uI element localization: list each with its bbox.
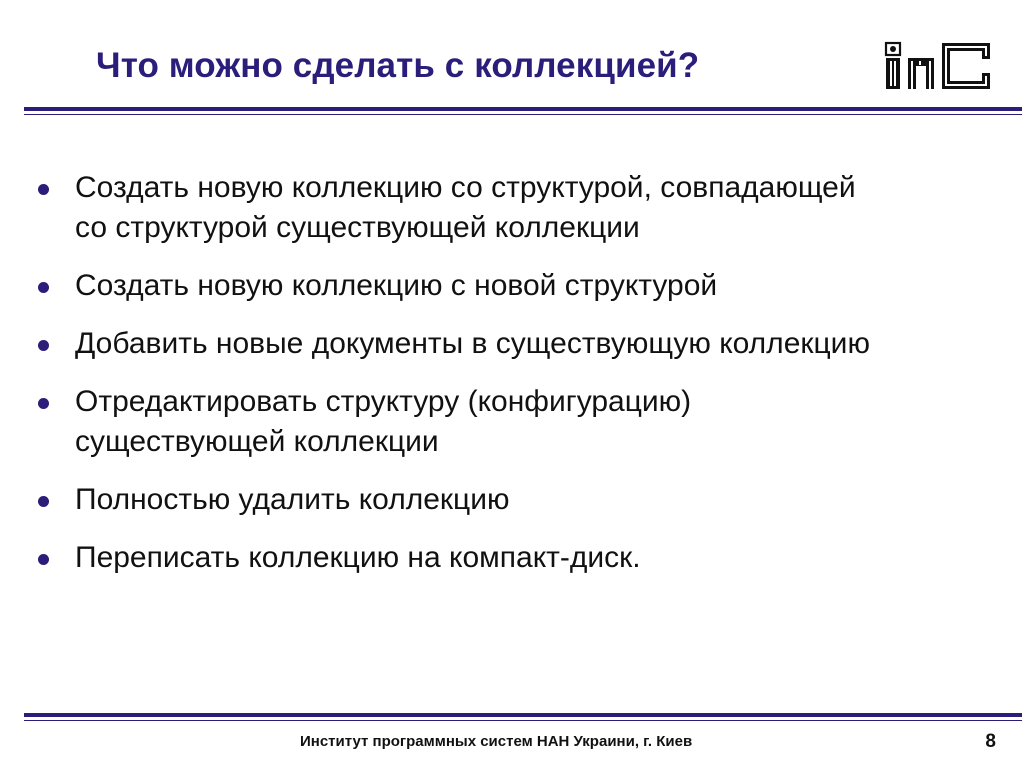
list-item	[38, 538, 998, 578]
bullet-text-line: со структурой существующей коллекции	[75, 211, 640, 244]
footer-divider-thin	[24, 720, 1022, 721]
footer-institute: Институт программных систем НАН Украини, г. Киев	[300, 733, 693, 750]
header-divider-thin	[24, 114, 1022, 115]
bullet-text-line: существующей коллекции	[75, 425, 439, 458]
bullet-icon	[38, 554, 49, 565]
header-divider	[24, 107, 1022, 111]
list-item	[38, 324, 998, 364]
list-item	[38, 480, 998, 520]
bullet-text-line: Полностью удалить коллекцию	[75, 483, 510, 516]
list-item	[38, 266, 998, 306]
page-number: 8	[985, 731, 996, 752]
list-item	[38, 382, 998, 462]
bullet-icon	[38, 398, 49, 409]
bullet-text-line: Переписать коллекцию на компакт-диск.	[75, 541, 641, 574]
footer-divider	[24, 713, 1022, 717]
list-item	[38, 168, 998, 248]
bullet-icon	[38, 340, 49, 351]
bullet-icon	[38, 496, 49, 507]
bullet-text-line: Создать новую коллекцию со структурой, совпадающей	[75, 171, 856, 204]
slide-title: Что можно сделать с коллекцией?	[96, 46, 700, 85]
bullet-text-line: Добавить новые документы в существующую коллекцию	[75, 327, 870, 360]
inc-logo-icon	[882, 40, 994, 92]
bullet-text-line: Отредактировать структуру (конфигурацию)	[75, 385, 692, 418]
bullet-list	[38, 168, 998, 596]
bullet-text-line: Создать новую коллекцию с новой структурой	[75, 269, 718, 302]
bullet-icon	[38, 184, 49, 195]
bullet-icon	[38, 282, 49, 293]
